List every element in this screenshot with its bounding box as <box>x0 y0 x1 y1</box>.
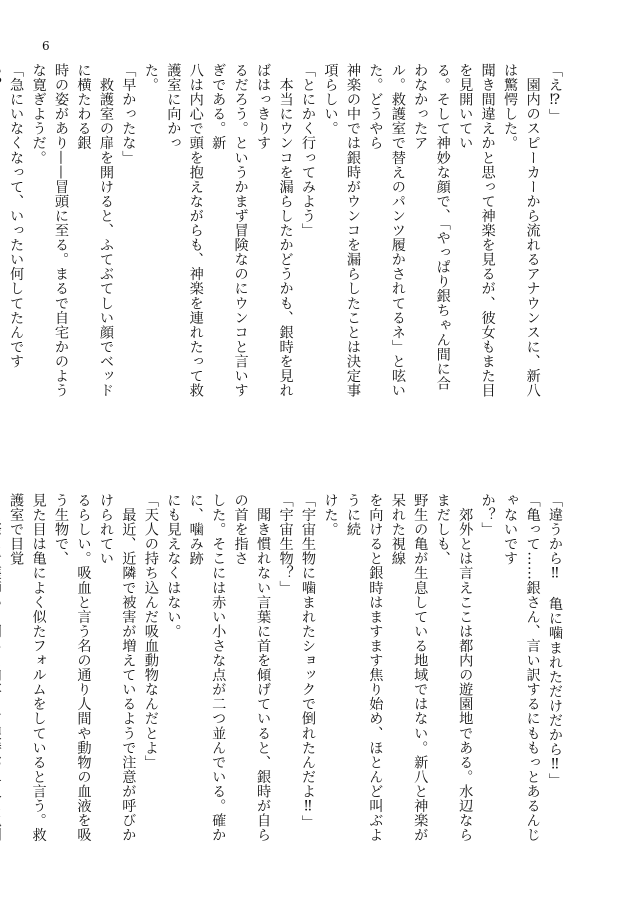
page-number: 6 <box>42 39 50 53</box>
text-line: か？」 <box>479 493 496 537</box>
text-line: 「え⁉」 <box>547 63 563 123</box>
text-line: 園内のスピーカーから流れるアナウンスに、新八は驚愕した。 <box>502 63 541 398</box>
upper-text-block <box>8 63 566 402</box>
text-line <box>0 493 5 852</box>
text-line: 「違うから‼ 亀に噛まれただけだから‼」 <box>547 493 563 788</box>
text-line: るらしい。吸血と言う名の通り人間や動物の血液を吸う生物で、 <box>53 493 92 843</box>
text-line: 「とにかく行ってみよう」 <box>300 63 317 238</box>
text-line: 神楽の中では銀時がウンコを漏らしたことは決定事項らしい。 <box>322 63 361 398</box>
text-line: 救護室の扉を開けると、ふてぶてしい顔でベッドに横たわる銀 <box>75 63 114 398</box>
text-line: 「宇宙生物？」 <box>277 493 294 595</box>
text-line: 時の姿があり——冒頭に至る。まるで自宅かのような寛ぎようだ。 <box>30 63 70 398</box>
text-line: 郊外とは言えここは都内の遊園地である。水辺ならまだしも、 <box>434 493 474 843</box>
text-line: 野生の亀が生息している地域ではない。新八と神楽が呆れた視線 <box>389 493 429 843</box>
text-line: ル。救護室で替えのパンツ履かされてるネ」と呟いた。どうやら <box>367 63 406 398</box>
text-line: 「亀って……銀さん、言い訳するにももっとあるんじゃないです <box>502 493 541 843</box>
text-line: 「天人の持ち込んだ吸血動物なんだとよ」 <box>142 493 159 770</box>
text-line: 「宇宙生物に噛まれたショックで倒れたんだよ‼」 <box>300 493 317 830</box>
text-line: 「急にいなくなって、いったい何してたんです <box>8 63 25 369</box>
text-line: けた。 <box>322 493 339 537</box>
text-line: を向けると銀時はますます焦り始め、ほとんど叫ぶように続 <box>344 493 384 843</box>
text-line: るだろう。というかまず冒険なのにウンコと言いすぎである。新 <box>210 63 249 398</box>
text-line: る。そして神妙な顔で、「やっぱり銀ちゃん間に合わなかったア <box>412 63 451 391</box>
text-line: 聞き間違えかと思って神楽を見るが、彼女もまた目を見開いてい <box>457 63 496 398</box>
text-line: した。そこには赤い小さな点が二つ並んでいる。確かに、噛み跡 <box>187 493 227 843</box>
text-line: 本当にウンコを漏らしたかどうかも、銀時を見ればはっきりす <box>255 63 294 398</box>
text-line: 見た目は亀によく似たフォルムをしていると言う。救護室で目覚 <box>8 493 47 843</box>
text-line: た。 <box>142 63 159 93</box>
text-line: 八は内心で頭を抱えながらも、神楽を連れたって救護室に向かっ <box>165 63 204 398</box>
lower-text-block <box>8 493 566 852</box>
text-line: 聞き慣れない言葉に首を傾げていると、銀時が自らの首を指さ <box>232 493 272 843</box>
text-line: 最近、近隣で被害が増えているようで注意が呼びかけられてい <box>97 493 137 843</box>
text-line: にも見えなくはない。 <box>165 493 182 639</box>
text-line: 「早かったな」 <box>120 63 137 165</box>
